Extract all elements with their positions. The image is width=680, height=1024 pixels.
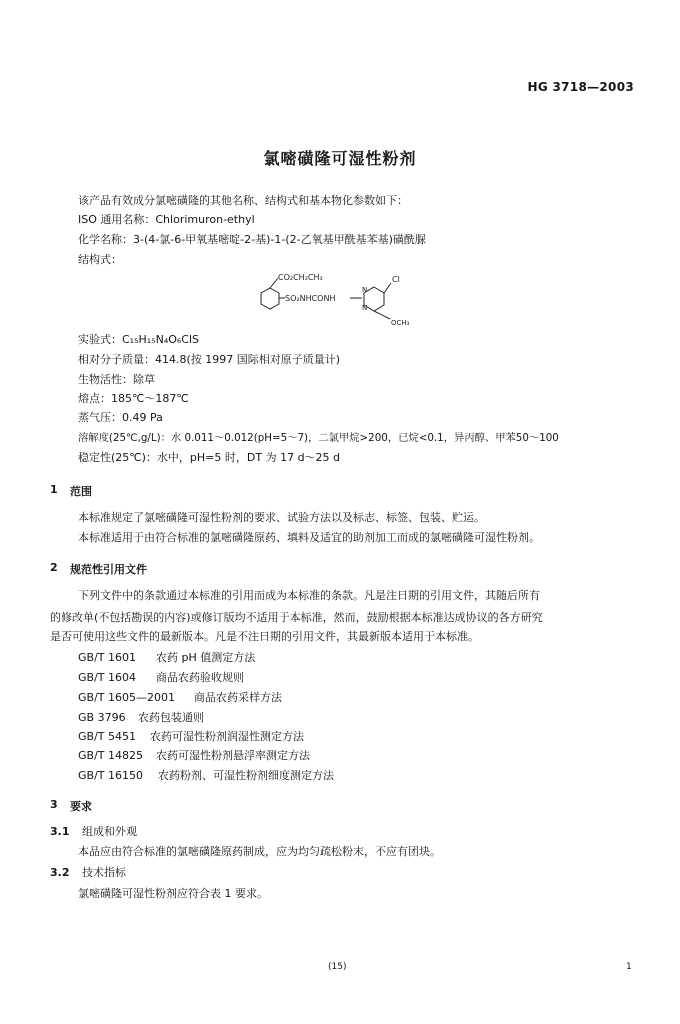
chloro-group: Cl	[392, 275, 400, 284]
standard-code: HG 3718—2003	[527, 80, 634, 94]
page-number: 1	[626, 962, 632, 972]
ref-name: 农药 pH 值测定方法	[156, 651, 256, 664]
section-3-2-title: 技术指标	[82, 866, 126, 879]
ref-name: 商品农药采样方法	[194, 691, 282, 704]
section-2-number: 2	[50, 561, 58, 574]
property-stability: 稳定性(25℃)：水中，pH=5 时，DT 为 17 d～25 d	[78, 451, 341, 464]
section-3-2-number: 3.2	[50, 866, 70, 879]
methoxy-bond	[374, 311, 390, 319]
section-2-para-line-2: 的修改单(不包括勘误的内容)或修订版均不适用于本标准，然而，鼓励根据本标准达成协议的各方研究	[50, 611, 543, 624]
ref-name: 农药粉剂、可湿性粉剂细度测定方法	[158, 769, 334, 782]
section-1-number: 1	[50, 483, 58, 496]
section-3-number: 3	[50, 798, 58, 811]
property-bioactivity: 生物活性：除草	[78, 373, 155, 386]
chemical-name: 化学名称：3-(4-氯-6-甲氧基嘧啶-2-基)-1-(2-乙氧基甲酰基苯基)磺酰脲	[78, 233, 426, 246]
chloro-bond	[384, 283, 391, 293]
ref-code: GB/T 1605—2001	[78, 691, 175, 704]
ref-code: GB/T 1604	[78, 671, 136, 684]
ring-nitrogen-1: N	[362, 286, 368, 294]
section-1-para-2: 本标准适用于由符合标准的氯嘧磺隆原药、填料及适宜的助剂加工而成的氯嘧磺隆可湿性粉剂。	[78, 531, 540, 544]
section-3-1-number: 3.1	[50, 825, 70, 838]
ref-code: GB/T 5451	[78, 730, 136, 743]
section-1-para-1: 本标准规定了氯嘧磺隆可湿性粉剂的要求、试验方法以及标志、标签、包装、贮运。	[78, 511, 485, 524]
ester-bond	[270, 278, 278, 288]
methoxy-group: OCH₃	[391, 319, 410, 327]
iso-name: ISO 通用名称：Chlorimuron-ethyl	[78, 213, 255, 226]
structural-formula	[250, 272, 420, 332]
property-melting-point: 熔点：185℃～187℃	[78, 392, 189, 405]
property-solubility: 溶解度(25℃,g/L)：水 0.011～0.012(pH=5～7)，二氯甲烷>200，已烷<0.1，异丙醇、甲苯50～100	[78, 432, 559, 444]
section-3-2-text: 氯嘧磺隆可湿性粉剂应符合表 1 要求。	[78, 887, 268, 900]
section-2-title: 规范性引用文件	[70, 563, 147, 576]
ref-code: GB/T 1601	[78, 651, 136, 664]
property-molecular-weight: 相对分子质量：414.8(按 1997 国际相对原子质量计)	[78, 353, 341, 366]
ester-group: CO₂CH₂CH₃	[278, 273, 323, 282]
ref-code: GB/T 14825	[78, 749, 143, 762]
ref-code: GB 3796	[78, 711, 126, 724]
section-3-1-text: 本品应由符合标准的氯嘧磺隆原药制成，应为均匀疏松粉末，不应有团块。	[78, 845, 441, 858]
section-1-title: 范围	[70, 485, 92, 498]
ring-nitrogen-2: N	[362, 304, 368, 312]
benzene-ring	[261, 288, 279, 309]
intro-lead: 该产品有效成分氯嘧磺隆的其他名称、结构式和基本物化参数如下：	[78, 194, 408, 207]
document-title: 氯嘧磺隆可湿性粉剂	[263, 149, 417, 168]
property-formula: 实验式：C₁₅H₁₅N₄O₆ClS	[78, 333, 200, 346]
section-3-1-title: 组成和外观	[82, 825, 137, 838]
structure-label: 结构式：	[78, 253, 122, 266]
ref-name: 农药包装通则	[138, 711, 204, 724]
section-2-para-line-1: 下列文件中的条款通过本标准的引用而成为本标准的条款。凡是注日期的引用文件，其随后所有	[78, 589, 540, 602]
sulfonylurea-chain: SO₂NHCONH	[285, 294, 336, 303]
property-vapor-pressure: 蒸气压：0.49 Pa	[78, 411, 163, 424]
ref-name: 商品农药验收规则	[156, 671, 244, 684]
ref-name: 农药可湿性粉剂润湿性测定方法	[150, 730, 304, 743]
ref-name: 农药可湿性粉剂悬浮率测定方法	[156, 749, 310, 762]
section-3-title: 要求	[70, 800, 92, 813]
section-2-para-line-3: 是否可使用这些文件的最新版本。凡是不注日期的引用文件，其最新版本适用于本标准。	[50, 630, 479, 643]
page-reference: (15)	[328, 962, 347, 972]
ref-code: GB/T 16150	[78, 769, 143, 782]
